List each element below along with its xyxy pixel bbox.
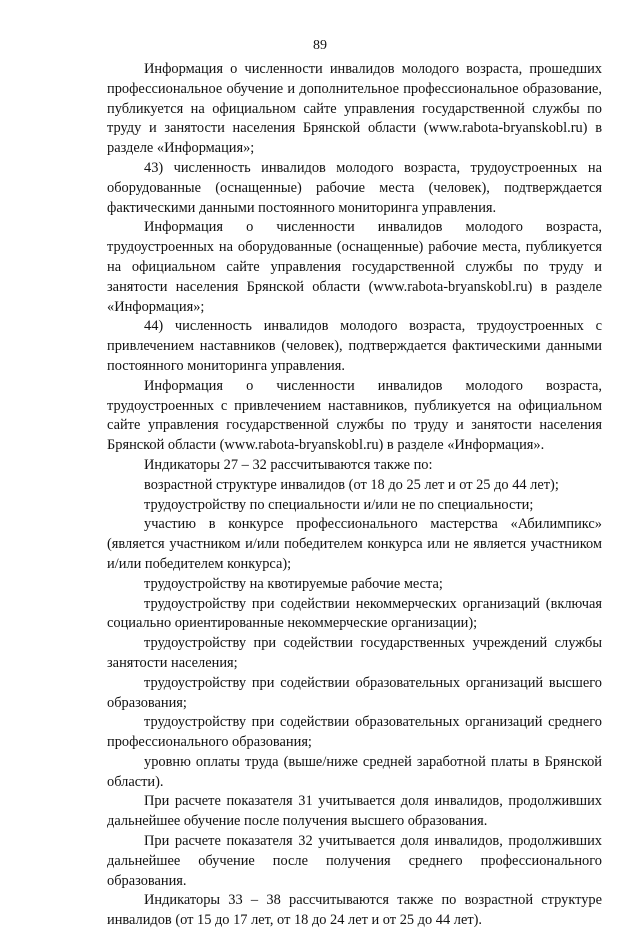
paragraph: При расчете показателя 31 учитывается доля инвалидов, продолживших дальнейшее обучение после получения высшего образования. [107,793,602,830]
paragraph: 43) численность инвалидов молодого возраста, трудоустроенных на оборудованные (оснащенные) рабочие места (человек), подтверждается фактическими данными постоянного мониторинга управления. [107,159,602,216]
document-body [107,60,602,931]
paragraph: При расчете показателя 32 учитывается доля инвалидов, продолживших дальнейшее обучение после получения среднего профессионального образования. [107,833,602,889]
paragraph: трудоустройству при содействии государственных учреждений службы занятости населения; [107,635,602,671]
paragraph: трудоустройству при содействии некоммерческих организаций (включая социально ориентированные некоммерческие организации); [107,595,602,632]
paragraph: Индикаторы 33 – 38 рассчитываются также по возрастной структуре инвалидов (от 15 до 17 лет, от 18 до 24 лет и от 25 до 44 лет). [107,892,602,929]
paragraph: трудоустройству при содействии образовательных организаций высшего образования; [107,674,602,711]
paragraph: Информация о численности инвалидов молодого возраста, прошедших профессиональное обучение и дополнительное профессиональное образование, публикуется на официальном сайте управления государственной службы по труду и занятости населения Брянской области (www.rabota-bryanskobl.ru) в разделе «Информация»; [107,61,602,157]
paragraph: Индикаторы 27 – 32 рассчитываются также по: [144,456,433,473]
paragraph: трудоустройству по специальности и/или не по специальности; [144,496,534,513]
paragraph: уровню оплаты труда (выше/ниже средней заработной платы в Брянской области). [107,753,602,790]
paragraph: возрастной структуре инвалидов (от 18 до 25 лет и от 25 до 44 лет); [144,476,559,493]
page-number: 89 [313,38,327,53]
paragraph: Информация о численности инвалидов молодого возраста, трудоустроенных на оборудованные (оснащенные) рабочие места, публикуется на официальном сайте управления государственной службы по труду и занятости населения Брянской области (www.rabota-bryanskobl.ru) в разделе «Информация»; [107,219,602,315]
paragraph: участию в конкурсе профессионального мастерства «Абилимпикс» (является участником и/или победителем конкурса или не является участником и/или победителем конкурса); [107,516,602,572]
paragraph: Информация о численности инвалидов молодого возраста, трудоустроенных с привлечением наставников, публикуется на официальном сайте управления государственной службы по труду и занятости населения Брянской области (www.rabota-bryanskobl.ru) в разделе «Информация». [107,377,602,454]
paragraph: трудоустройству на квотируемые рабочие места; [144,575,443,592]
paragraph: трудоустройству при содействии образовательных организаций среднего профессионального образования; [107,714,602,751]
paragraph: 44) численность инвалидов молодого возраста, трудоустроенных с привлечением наставников (человек), подтверждается фактическими данными постоянного мониторинга управления. [107,318,602,374]
